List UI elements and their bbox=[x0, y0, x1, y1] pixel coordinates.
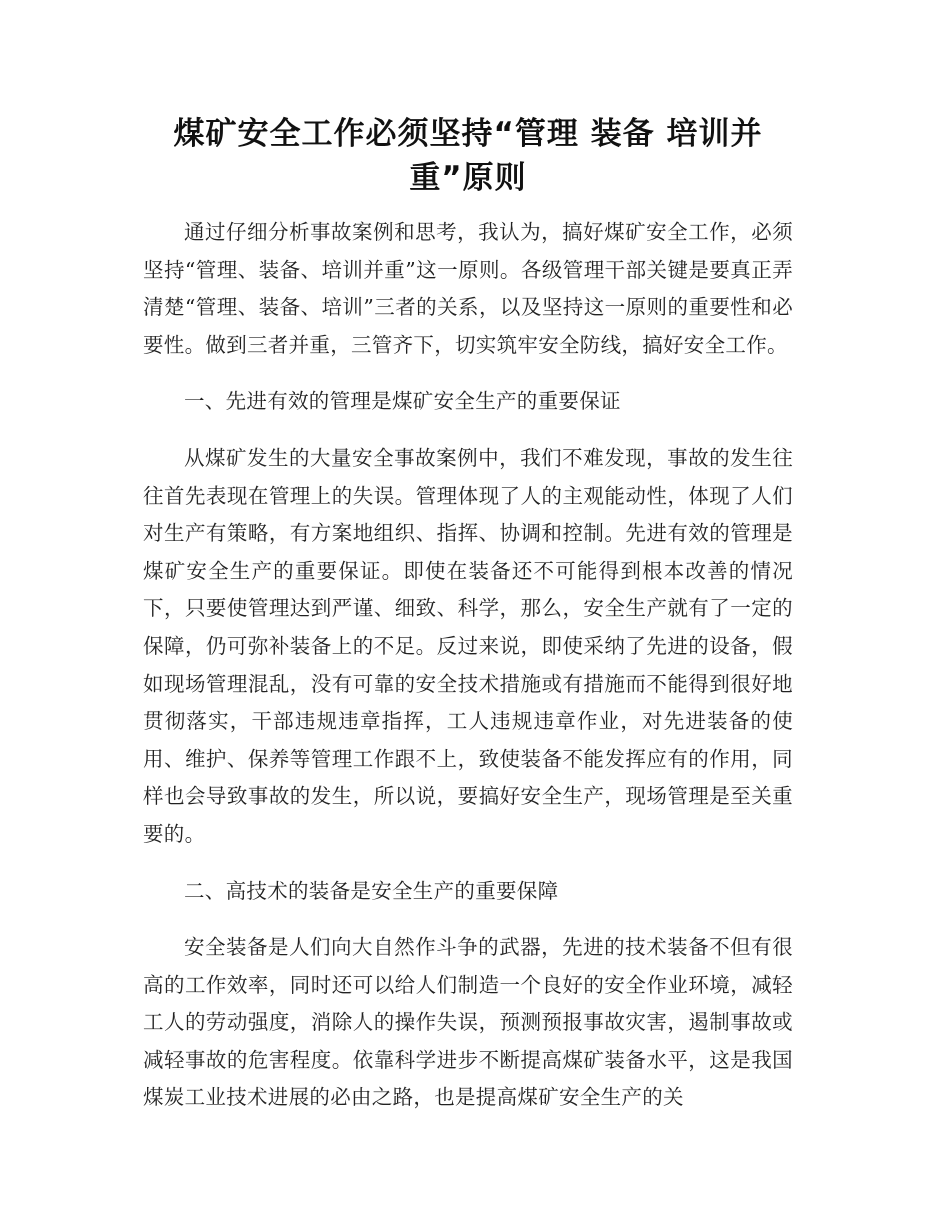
section-heading-2: 二、高技术的装备是安全生产的重要保障 bbox=[184, 878, 559, 903]
intro-paragraph: 通过仔细分析事故案例和思考，我认为，搞好煤矿安全工作，必须坚持“管理、装备、培训并重”这一原则。各级管理干部关键是要真正弄清楚“管理、装备、培训”三者的关系，以及坚持这一原则的重要性和必要性。做到三者并重，三管齐下，切实筑牢安全防线，搞好安全工作。 bbox=[143, 220, 793, 357]
section-2-paragraph: 安全装备是人们向大自然作斗争的武器，先进的技术装备不但有很高的工作效率，同时还可以给人们制造一个良好的安全作业环境，减轻工人的劳动强度，消除人的操作失误，预测预报事故灾害，遏制事故或减轻事故的危害程度。依靠科学进步不断提高煤矿装备水平，这是我国煤炭工业技术进展的必由之路，也是提高煤矿安全生产的关 bbox=[143, 935, 793, 1110]
title-line-2: 重”原则 bbox=[409, 160, 527, 196]
document-title bbox=[143, 112, 793, 200]
title-line-1: 煤矿安全工作必须坚持“管理 装备 培训并 bbox=[173, 116, 763, 152]
document-page bbox=[143, 112, 793, 1117]
section-heading-1: 一、先进有效的管理是煤矿安全生产的重要保证 bbox=[184, 389, 621, 414]
section-1-paragraph: 从煤矿发生的大量安全事故案例中，我们不难发现，事故的发生往往首先表现在管理上的失误。管理体现了人的主观能动性，体现了人们对生产有策略，有方案地组织、指挥、协调和控制。先进有效的管理是煤矿安全生产的重要保证。即使在装备还不可能得到根本改善的情况下，只要使管理达到严谨、细致、科学，那么，安全生产就有了一定的保障，仍可弥补装备上的不足。反过来说，即使采纳了先进的设备，假如现场管理混乱，没有可靠的安全技术措施或有措施而不能得到很好地贯彻落实，干部违规违章指挥，工人违规违章作业，对先进装备的使用、维护、保养等管理工作跟不上，致使装备不能发挥应有的作用，同样也会导致事故的发生，所以说，要搞好安全生产，现场管理是至关重要的。 bbox=[143, 445, 793, 846]
